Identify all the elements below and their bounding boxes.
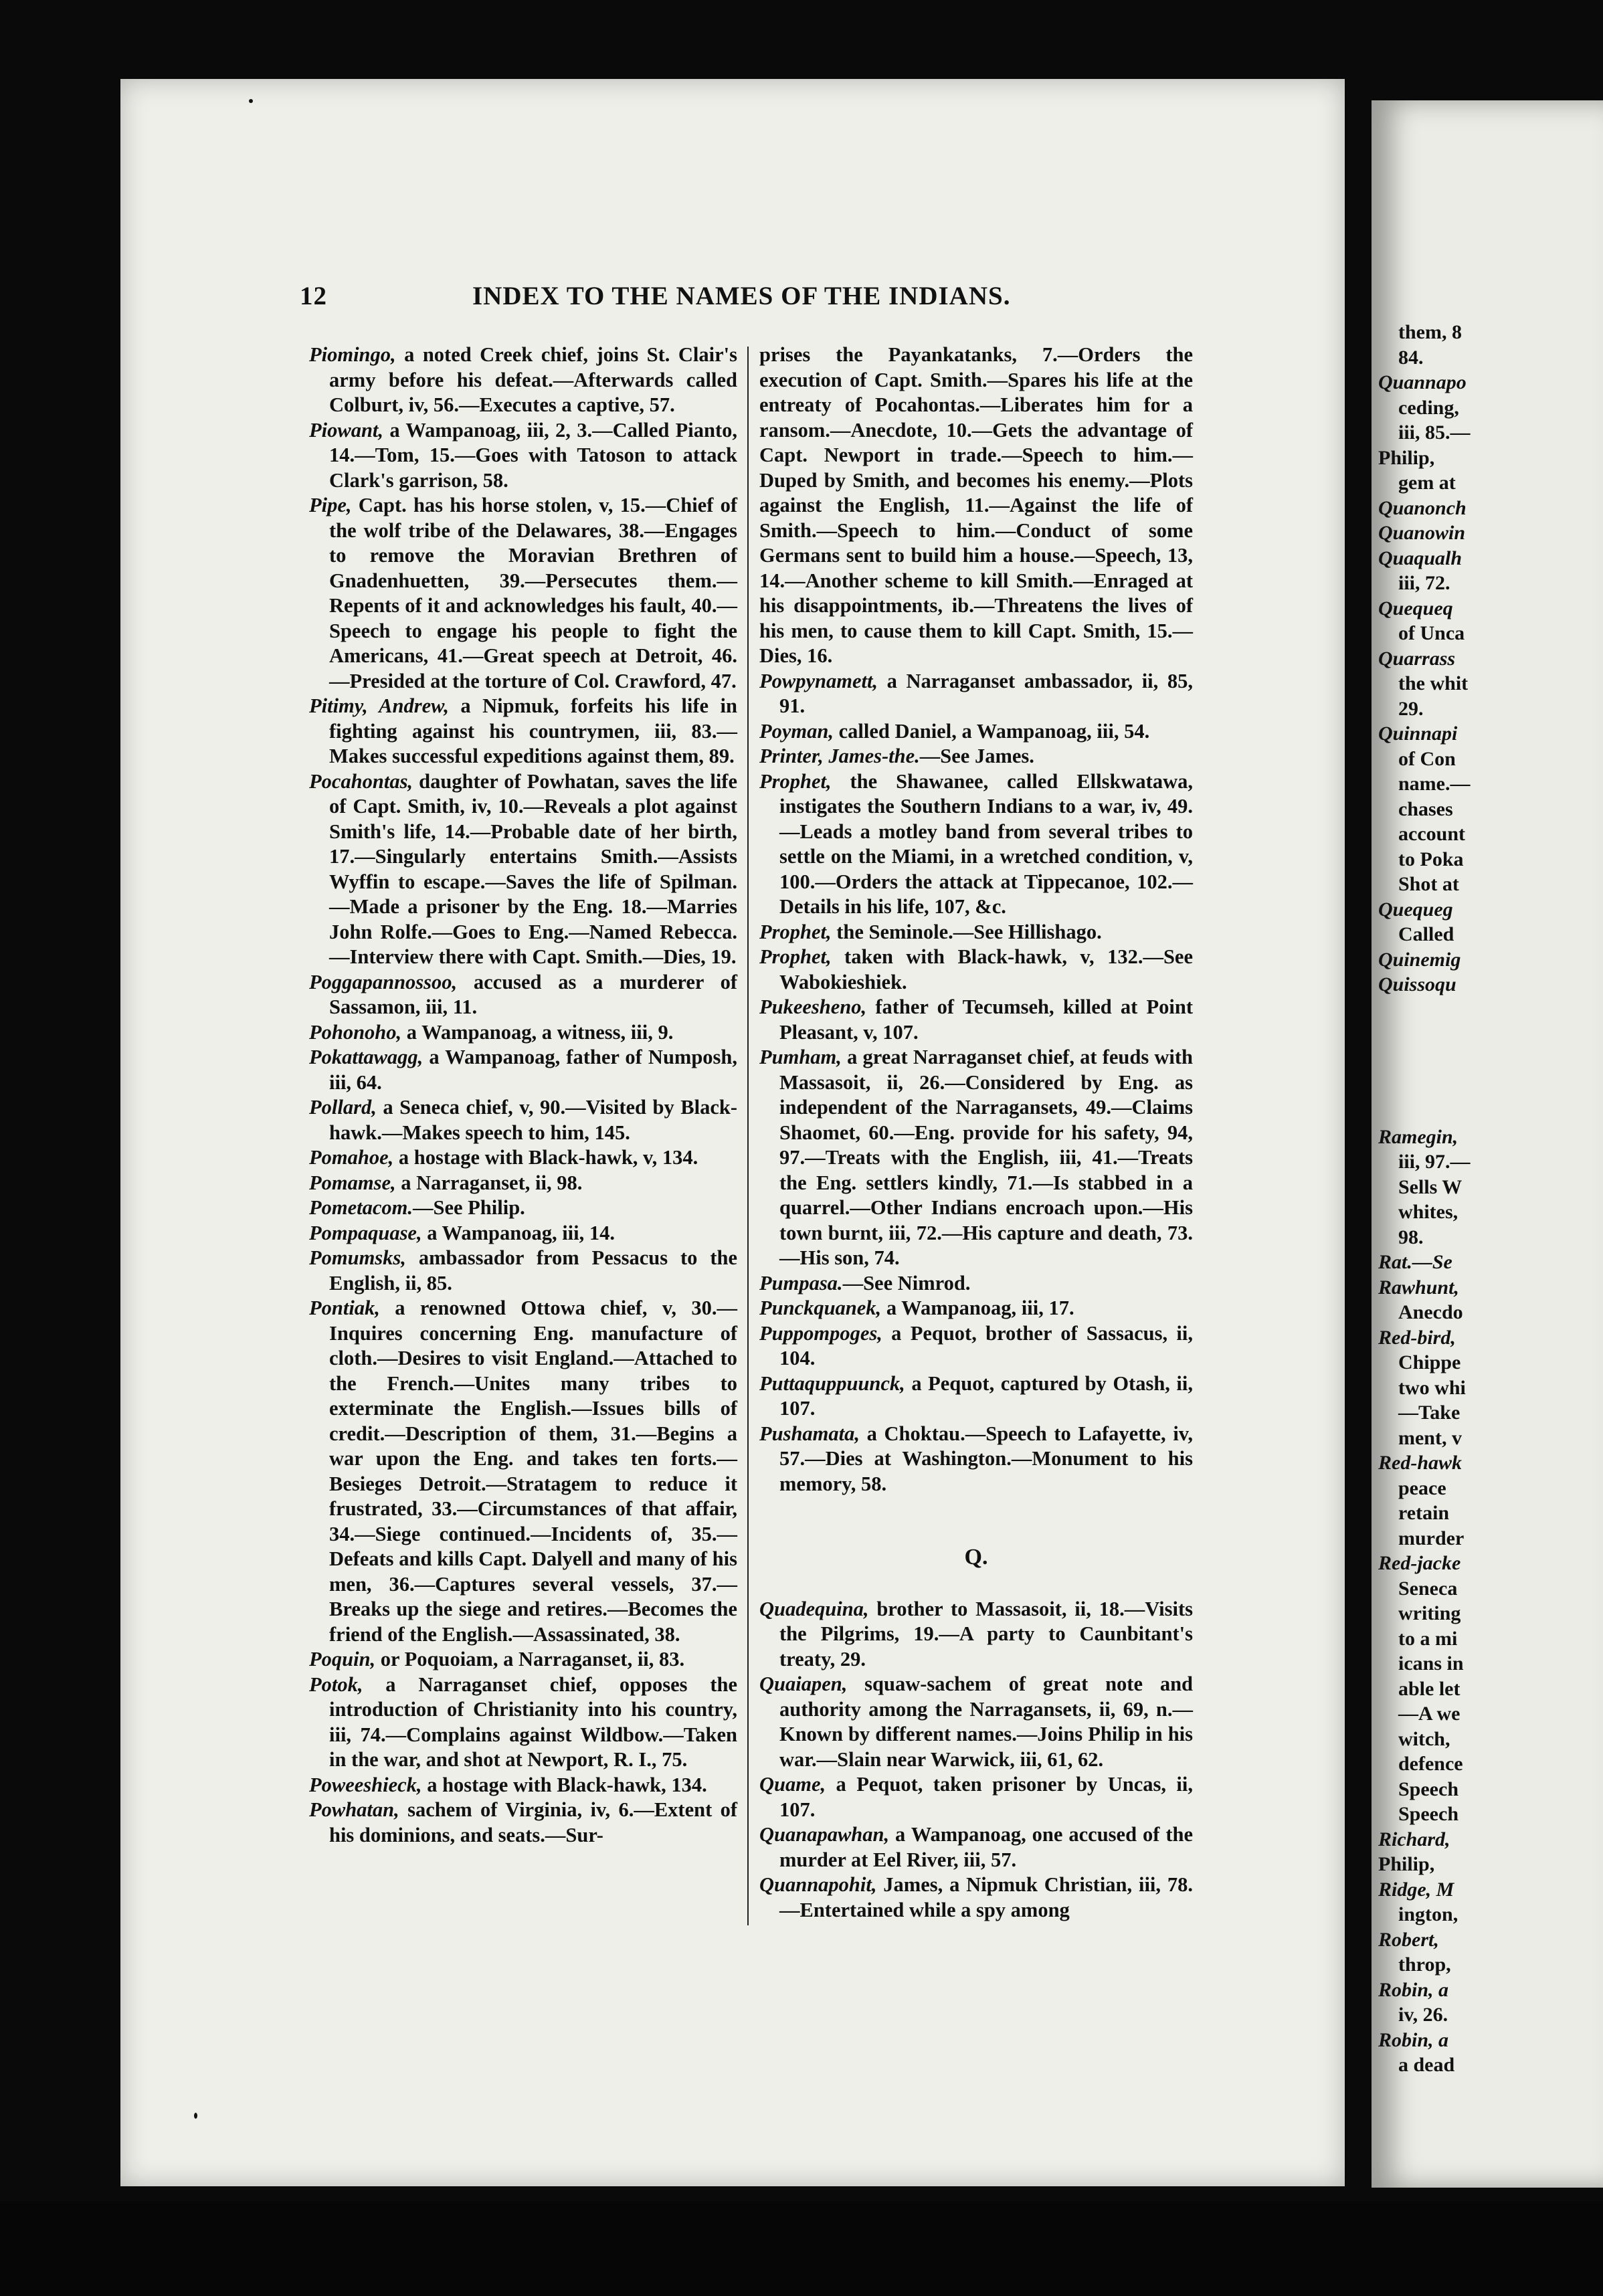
entry-name: Piomingo,	[309, 343, 396, 366]
facing-page-fragment: iii, 97.—	[1398, 1151, 1471, 1173]
facing-page-fragment: iv, 26.	[1398, 2004, 1448, 2026]
entry-name: Potok,	[309, 1672, 363, 1696]
facing-page-fragment: Sells W	[1398, 1175, 1463, 1198]
facing-page-fragment: them, 8	[1398, 321, 1462, 343]
facing-page-fragment: Quinnapi	[1378, 723, 1458, 745]
index-entry	[759, 769, 1193, 920]
entry-name: Prophet,	[759, 769, 832, 793]
entry-name: Quaiapen,	[759, 1672, 848, 1695]
entry-name: Pumpasa.	[759, 1271, 843, 1295]
entry-text: the Shawanee, called Ellskwatawa, instigates the Southern Indians to a war, iv, 49.—Leads a motley band from several tribes to settle on the Miami, in a wretched condition, v, 100.—Orders the attack at Tippecanoe, 102.—Details in his life, 107, &c.	[779, 769, 1193, 918]
facing-page-fragment: whites,	[1398, 1201, 1458, 1223]
column-divider	[747, 347, 749, 1925]
facing-page-fragment: to Poka	[1398, 848, 1464, 870]
index-entry	[309, 418, 737, 494]
scan-border	[0, 2201, 1603, 2296]
entry-name: Puppompoges,	[759, 1321, 882, 1345]
facing-page-edge	[1372, 100, 1603, 2188]
entry-name: Powhatan,	[309, 1798, 399, 1821]
facing-page-fragment: Richard,	[1378, 1828, 1450, 1850]
facing-page-fragment: ment, v	[1398, 1426, 1462, 1449]
index-entry	[759, 1321, 1193, 1371]
facing-page-fragment: Quanonch	[1378, 496, 1467, 519]
index-entry	[309, 1672, 737, 1773]
facing-page-fragment: icans in	[1398, 1652, 1464, 1675]
entry-text: daughter of Powhatan, saves the life of Capt. Smith, iv, 10.—Reveals a plot against Smith's life, 14.—Probable date of her birth, 17.—Singularly entertains Smith.—Assists Wyffin to escape.—Saves the life of Spilman.—Made a prisoner by the Eng. 18.—Marries John Rolfe.—Goes to Eng.—Named Rebecca.—Interview there with Capt. Smith.—Dies, 19.	[329, 769, 737, 968]
facing-page-fragment: Quequeq	[1378, 597, 1453, 619]
index-entry	[759, 669, 1193, 719]
entry-name: Pomamse,	[309, 1171, 396, 1194]
facing-page-fragment: Chippe	[1398, 1351, 1461, 1373]
facing-page-fragment: retain	[1398, 1502, 1450, 1524]
facing-page-fragment: —A we	[1398, 1703, 1460, 1725]
entry-text: sachem of Virginia, iv, 6.—Extent of his dominions, and seats.—Sur-	[329, 1798, 737, 1846]
entry-name: Pumham,	[759, 1046, 842, 1068]
entry-name: Quanapawhan,	[759, 1823, 890, 1846]
index-entry	[309, 1045, 737, 1095]
facing-page-fragment: Quanowin	[1378, 522, 1466, 544]
page-title: INDEX TO THE NAMES OF THE INDIANS.	[472, 282, 1011, 310]
index-entry	[309, 970, 737, 1020]
entry-name: Pohonoho,	[309, 1020, 402, 1044]
index-entry	[309, 1020, 737, 1046]
index-column-left	[309, 343, 737, 1848]
entry-name: Pomumsks,	[309, 1246, 406, 1269]
index-entry	[759, 1296, 1193, 1321]
index-entry	[309, 1798, 737, 1848]
facing-page-fragment: Ramegin,	[1378, 1125, 1458, 1148]
entry-text: a Narraganset ambassador, ii, 85, 91.	[779, 669, 1193, 717]
entry-name: Powpynamett,	[759, 669, 878, 692]
index-column-right	[759, 343, 1193, 1923]
entry-text: ambassador from Pessacus to the English, ii, 85.	[329, 1246, 737, 1295]
entry-name: Pipe,	[309, 494, 352, 516]
entry-name: Pokattawagg,	[309, 1046, 423, 1068]
ink-speck	[249, 99, 253, 103]
facing-page-fragment: witch,	[1398, 1727, 1450, 1750]
index-entry	[309, 1246, 737, 1296]
index-entry	[759, 945, 1193, 995]
index-entry	[759, 920, 1193, 945]
entry-text: a Narraganset chief, opposes the introduction of Christianity into his country, iii, 74.—Complains against Wildbow.—Taken in the war, and shot at Newport, R. I., 75.	[329, 1672, 737, 1771]
entry-name: Poweeshieck,	[309, 1773, 422, 1796]
facing-page-fragment: 98.	[1398, 1226, 1424, 1248]
entry-name: Pushamata,	[759, 1422, 860, 1445]
facing-page-fragment: 29.	[1398, 697, 1424, 720]
index-entry	[309, 343, 737, 418]
facing-page-fragment: Shot at	[1398, 873, 1459, 895]
facing-page-fragment: Quannapo	[1378, 371, 1467, 393]
entry-name: Piowant,	[309, 418, 384, 442]
index-entry	[759, 719, 1193, 745]
facing-page-fragment: two whi	[1398, 1376, 1466, 1399]
entry-text: a hostage with Black-hawk, 134.	[421, 1773, 707, 1796]
index-entry	[309, 1296, 737, 1647]
facing-page-fragment: Speech	[1398, 1778, 1458, 1800]
index-entry	[759, 1422, 1193, 1497]
facing-page-fragment: able let	[1398, 1677, 1460, 1700]
facing-page-fragment: —Take	[1398, 1402, 1460, 1424]
facing-page-fragment: Robin, a	[1378, 2028, 1449, 2051]
entry-text: the Seminole.—See Hillishago.	[831, 920, 1102, 943]
facing-page-fragment: peace	[1398, 1476, 1446, 1499]
entry-name: Pompaquase,	[309, 1221, 422, 1244]
entry-text: a Choktau.—Speech to Lafayette, iv, 57.—Dies at Washington.—Monument to his memory, 58.	[779, 1422, 1193, 1495]
facing-page-fragment: Robin, a	[1378, 1978, 1449, 2001]
facing-page-fragment: the whit	[1398, 672, 1469, 694]
facing-page-fragment: writing	[1398, 1602, 1461, 1624]
index-entry	[759, 744, 1193, 769]
facing-page-fragment: defence	[1398, 1753, 1463, 1775]
entry-text: a renowned Ottowa chief, v, 30.—Inquires concerning Eng. manufacture of cloth.—Desires to visit England.—Attached to the French.—Unites many tribes to exterminate the English.—Issues bills of credit.—Description of them, 31.—Begins a war upon the Eng. and takes ten forts.—Besieges Detroit.—Stratagem to reduce it frustrated, 33.—Circumstances of that affair, 34.—Siege continued.—Incidents of, 35.—Defeats and kills Capt. Dalyell and many of his men, 36.—Captures several vessels, 37.—Breaks up the siege and retires.—Becomes the friend of the English.—Assassinated, 38.	[329, 1297, 737, 1646]
facing-page-fragment: Red-hawk	[1378, 1452, 1463, 1474]
entry-name: Pometacom.	[309, 1196, 413, 1219]
facing-page-fragment: of Unca	[1398, 622, 1465, 644]
entry-text: a Wampanoag, iii, 14.	[421, 1221, 616, 1244]
entry-text: squaw-sachem of great note and authority among the Narragansets, ii, 69, n.—Known by different names.—Joins Philip in his war.—Slain near Warwick, iii, 61, 62.	[779, 1672, 1193, 1771]
entry-text: brother to Massasoit, ii, 18.—Visits the Pilgrims, 19.—A party to Caunbitant's treaty, 29.	[779, 1597, 1193, 1670]
index-entry	[309, 694, 737, 769]
entry-name: Pollard,	[309, 1096, 377, 1119]
index-entry	[759, 1672, 1193, 1772]
facing-page-fragment: gem at	[1398, 472, 1456, 494]
index-entry	[759, 1045, 1193, 1271]
index-entry	[759, 1772, 1193, 1822]
entry-text: —See James.	[919, 745, 1034, 767]
entry-name: Quannapohit,	[759, 1873, 877, 1896]
facing-page-fragment: iii, 72.	[1398, 572, 1450, 594]
facing-page-fragment: murder	[1398, 1527, 1465, 1549]
facing-page-fragment: Robert,	[1378, 1928, 1439, 1951]
entry-text: a great Narraganset chief, at feuds with Massasoit, ii, 26.—Considered by Eng. as independent of the Narragansets, 49.—Claims Shaomet, 60.—Eng. provide for his safety, 94, 97.—Treats with the English, iii, 41.—Treats the Eng. settlers kindly, 71.—Is stabbed in a quarrel.—Other Indians encroach upon.—His town burnt, iii, 72.—His capture and death, 73.—His son, 74.	[779, 1046, 1193, 1269]
index-entry	[759, 1597, 1193, 1672]
facing-page-fragment: Called	[1398, 923, 1454, 945]
entry-name: Poggapannossoo,	[309, 970, 458, 993]
facing-page-fragment: Red-bird,	[1378, 1326, 1456, 1349]
facing-page-fragment: name.—	[1398, 773, 1471, 795]
section-heading-q: Q.	[964, 1545, 988, 1569]
entry-name: Puttaquppuunck,	[759, 1371, 905, 1395]
entry-name: Poyman,	[759, 719, 834, 743]
entry-name: Pomahoe,	[309, 1146, 394, 1169]
facing-page-fragment: Quinemig	[1378, 948, 1461, 971]
entry-name: Pitimy, Andrew,	[309, 694, 449, 717]
facing-page-fragment: Philip,	[1378, 446, 1435, 469]
facing-page-fragment: of Con	[1398, 747, 1456, 770]
index-entry	[309, 1221, 737, 1246]
facing-page-fragment: iii, 85.—	[1398, 421, 1471, 444]
facing-page-fragment: chases	[1398, 797, 1453, 820]
entry-text: a Seneca chief, v, 90.—Visited by Black-hawk.—Makes speech to him, 145.	[329, 1096, 737, 1144]
entry-name: Quame,	[759, 1773, 826, 1796]
entry-text: a Pequot, captured by Otash, ii, 107.	[779, 1371, 1193, 1420]
page-number: 12	[300, 282, 327, 310]
entry-name: Printer, James-the.	[759, 745, 920, 767]
entry-text: a Wampanoag, one accused of the murder at Eel River, iii, 57.	[779, 1823, 1193, 1871]
entry-name: Prophet,	[759, 945, 832, 968]
entry-text: a noted Creek chief, joins St. Clair's army before his defeat.—Afterwards called Colburt, iv, 56.—Executes a captive, 57.	[329, 343, 737, 416]
entry-text: called Daniel, a Wampanoag, iii, 54.	[833, 719, 1150, 743]
facing-page-fragment: Speech	[1398, 1803, 1458, 1825]
entry-name: Quadequina,	[759, 1597, 869, 1620]
entry-text: a Wampanoag, iii, 2, 3.—Called Pianto, 14.—Tom, 15.—Goes with Tatoson to attack Clark's garrison, 58.	[329, 418, 737, 492]
entry-text: a Pequot, brother of Sassacus, ii, 104.	[779, 1321, 1193, 1369]
facing-page-fragment: ceding,	[1398, 396, 1459, 419]
index-entry	[309, 1171, 737, 1196]
facing-page-fragment: throp,	[1398, 1953, 1451, 1976]
index-entry	[309, 1773, 737, 1798]
index-entry	[759, 1371, 1193, 1422]
facing-page-fragment: 84.	[1398, 346, 1424, 369]
facing-page-fragment: Quissoqu	[1378, 973, 1456, 995]
entry-text: or Poquoiam, a Narraganset, ii, 83.	[375, 1648, 685, 1670]
index-entry	[309, 1095, 737, 1145]
facing-page-fragment: account	[1398, 823, 1465, 845]
entry-name: Poquin,	[309, 1648, 376, 1670]
entry-name: Prophet,	[759, 920, 832, 943]
entry-text: accused as a murderer of Sassamon, iii, 11.	[329, 970, 737, 1018]
entry-text: a Wampanoag, a witness, iii, 9.	[401, 1020, 674, 1044]
facing-page-fragment: Philip,	[1378, 1853, 1435, 1875]
entry-text: —See Philip.	[413, 1196, 525, 1219]
entry-text: James, a Nipmuk Christian, iii, 78.—Entertained while a spy among	[779, 1873, 1193, 1921]
facing-page-fragment: to a mi	[1398, 1627, 1458, 1650]
facing-page-fragment: Seneca	[1398, 1577, 1458, 1600]
entry-text: a Wampanoag, father of Numposh, iii, 64.	[329, 1046, 737, 1094]
entry-text: a Pequot, taken prisoner by Uncas, ii, 107.	[779, 1773, 1193, 1821]
continued-entry-text: prises the Payankatanks, 7.—Orders the execution of Capt. Smith.—Spares his life at the entreaty of Pocahontas.—Liberates him for a ransom.—Anecdote, 10.—Gets the advantage of Capt. Newport in trade.—Speech to him.—Duped by Smith, and becomes his enemy.—Plots against the English, 11.—Against the life of Smith.—Speech to him.—Conduct of some Germans sent to build him a house.—Speech, 13, 14.—Another scheme to kill Smith.—Enraged at his disappointments, ib.—Threatens the lives of his men, to cause them to kill Capt. Smith, 15.—Dies, 16.	[759, 343, 1193, 667]
index-entry	[309, 493, 737, 694]
entry-text: taken with Black-hawk, v, 132.—See Wabokieshiek.	[779, 945, 1193, 993]
entry-text: father of Tecumseh, killed at Point Pleasant, v, 107.	[779, 995, 1193, 1044]
facing-page-fragment: Anecdo	[1398, 1301, 1463, 1323]
index-entry	[309, 1145, 737, 1171]
index-entry	[759, 1822, 1193, 1873]
entry-text: a hostage with Black-hawk, v, 134.	[393, 1146, 698, 1169]
facing-page-fragment: Quarrass	[1378, 647, 1456, 670]
index-entry	[309, 769, 737, 970]
index-entry	[309, 1195, 737, 1221]
facing-page-fragment: Red-jacke	[1378, 1552, 1461, 1574]
facing-page-fragment: Rawhunt,	[1378, 1276, 1459, 1299]
index-entry	[759, 995, 1193, 1045]
index-entry	[759, 1873, 1193, 1923]
facing-page-fragment: Ridge, M	[1378, 1878, 1454, 1901]
entry-text: —See Nimrod.	[842, 1271, 971, 1295]
index-entry	[309, 1647, 737, 1672]
facing-page-fragment: Quaqualh	[1378, 547, 1463, 569]
facing-page-fragment: Rat.—Se	[1378, 1251, 1452, 1273]
entry-name: Pukeesheno,	[759, 995, 867, 1018]
facing-page-fragment: Quequeg	[1378, 898, 1453, 921]
entry-name: Pocahontas,	[309, 769, 413, 793]
ink-speck	[194, 2113, 197, 2119]
entry-text: a Nipmuk, forfeits his life in fighting against his countrymen, iii, 83.—Makes successful expeditions against them, 89.	[329, 694, 737, 767]
index-entry	[759, 1271, 1193, 1297]
entry-text: a Wampanoag, iii, 17.	[881, 1297, 1074, 1319]
entry-name: Punckquanek,	[759, 1297, 882, 1319]
entry-text: a Narraganset, ii, 98.	[395, 1171, 583, 1194]
entry-name: Pontiak,	[309, 1297, 380, 1319]
facing-page-fragment: ington,	[1398, 1903, 1458, 1925]
facing-page-fragment: a dead	[1398, 2054, 1455, 2076]
entry-text: Capt. has his horse stolen, v, 15.—Chief of the wolf tribe of the Delawares, 38.—Engages to remove the Moravian Brethren of Gnadenhuetten, 39.—Persecutes them.—Repents of it and acknowledges his fault, 40.—Speech to engage his people to fight the Americans, 41.—Great speech at Detroit, 46.—Presided at the torture of Col. Crawford, 47.	[329, 494, 737, 692]
